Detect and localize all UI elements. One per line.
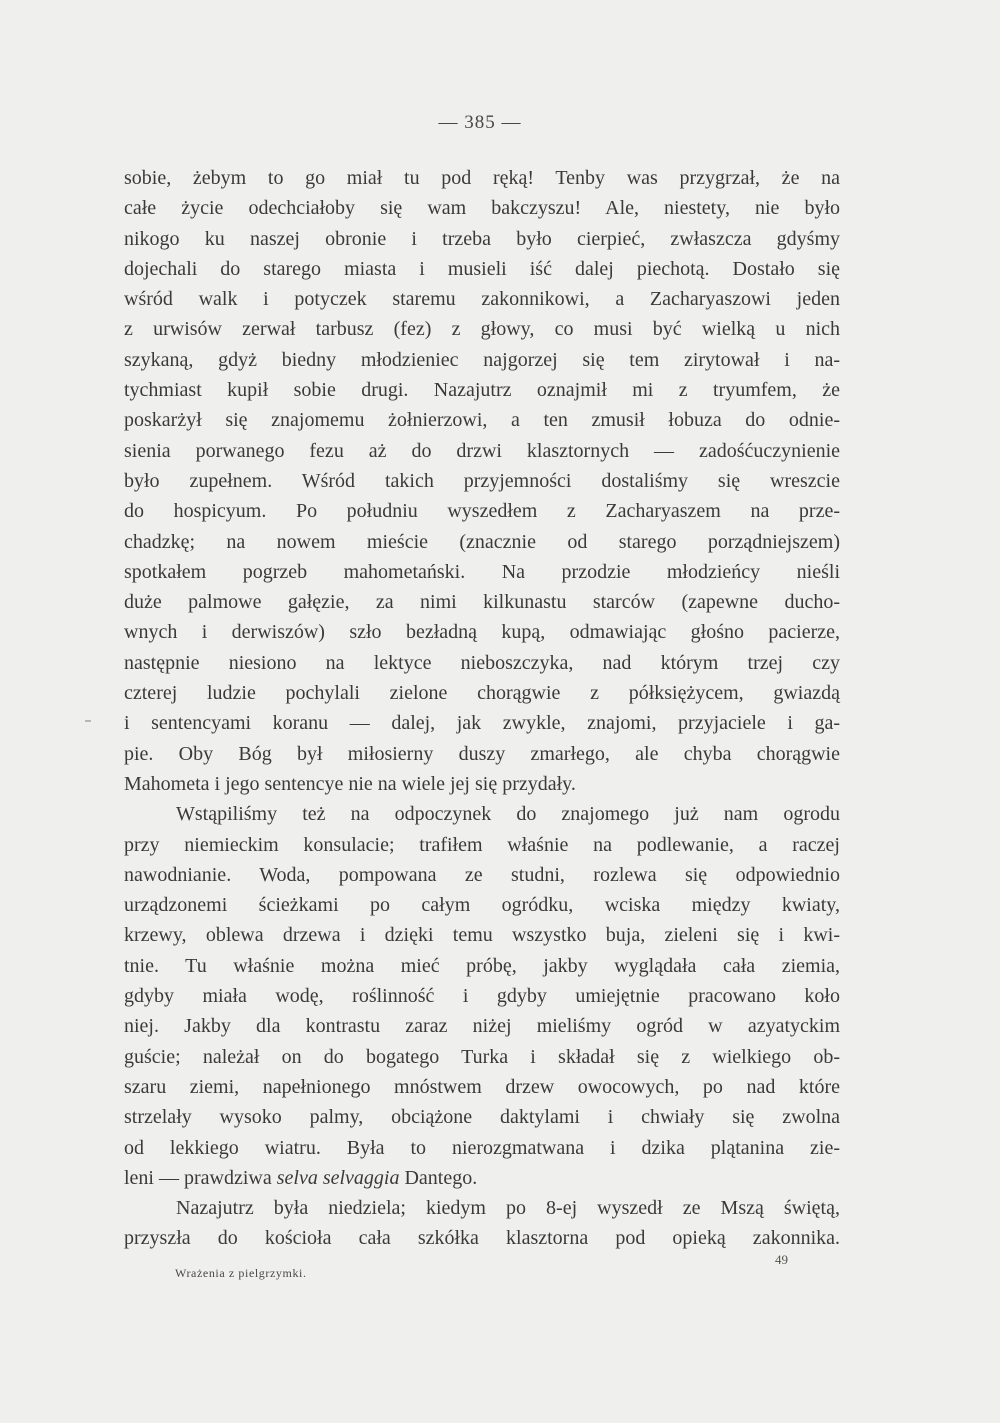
text-line: spotkałem pogrzeb mahometański. Na przodzie młodzieńcy nieśli — [124, 560, 840, 583]
signature-number: 49 — [775, 1252, 788, 1267]
text-line: gdyby miała wodę, roślinność i gdyby umiejętnie pracowano koło — [124, 985, 840, 1008]
text-fragment: Dantego. — [399, 1166, 478, 1189]
text-line: było zupełnem. Wśród takich przyjemności dostaliśmy się wreszcie — [124, 469, 840, 492]
text-line: nawodnianie. Woda, pompowana ze studni, rozlewa się odpowiednio — [124, 863, 840, 886]
text-line: duże palmowe gałęzie, za nimi kilkunastu starców (zapewne ducho- — [124, 591, 840, 614]
text-line: tnie. Tu właśnie można mieć próbę, jakby wyglądała cała ziemia, — [124, 954, 840, 977]
text-line: tychmiast kupił sobie drugi. Nazajutrz oznajmił mi z tryumfem, że — [124, 379, 840, 402]
text-fragment: leni — prawdziwa — [124, 1166, 277, 1189]
text-line: chadzkę; na nowem mieście (znacznie od starego porządniejszem) — [124, 530, 840, 553]
text-line: Nazajutrz była niedziela; kiedym po 8-ej wyszedł ze Mszą świętą, — [176, 1197, 840, 1220]
text-line: następnie niesiono na lektyce nieboszczyka, nad którym trzej czy — [124, 651, 840, 674]
text-line: sobie, żebym to go miał tu pod ręką! Tenby was przygrzał, że na — [124, 167, 840, 189]
body-text — [124, 163, 840, 1254]
text-line: do hospicyum. Po południu wyszedłem z Zacharyaszem na prze- — [124, 500, 840, 523]
text-line: sienia porwanego fezu aż do drzwi klasztornych — zadośćuczynienie — [124, 439, 840, 462]
text-line: dojechali do starego miasta i musieli iść dalej piechotą. Dostało się — [124, 257, 840, 280]
text-line: urządzonemi ścieżkami po całym ogródku, wciska między kwiaty, — [124, 894, 840, 917]
text-line: całe życie odechciałoby się wam bakczyszu! Ale, niestety, nie było — [124, 197, 840, 220]
page-number: — 385 — — [438, 112, 522, 133]
italic-phrase: selva selvaggia — [276, 1166, 400, 1189]
text-line: poskarżył się znajomemu żołnierzowi, a ten zmusił łobuza do odnie- — [124, 409, 840, 432]
text-line: niej. Jakby dla kontrastu zaraz niżej mieliśmy ogród w azyatyckim — [124, 1015, 840, 1038]
margin-mark — [85, 720, 91, 722]
text-line: strzelały wysoko palmy, obciążone daktylami i chwiały się zwolna — [124, 1106, 840, 1129]
text-line: czterej ludzie pochylali zielone chorągwie z półksiężycem, gwiazdą — [124, 682, 840, 705]
text-line: krzewy, oblewa drzewa i dzięki temu wszystko buja, zieleni się i kwi- — [124, 924, 840, 947]
text-line: nikogo ku naszej obronie i trzeba było cierpieć, zwłaszcza gdyśmy — [124, 227, 840, 250]
text-line: szykaną, gdyż biedny młodzieniec najgorzej się tem zirytował i na- — [124, 348, 840, 371]
text-line: Wstąpiliśmy też na odpoczynek do znajomego już nam ogrodu — [176, 803, 840, 826]
text-line: przyszła do kościoła cała szkółka klasztorna pod opieką zakonnika. — [124, 1227, 840, 1250]
text-line: szaru ziemi, napełnionego mnóstwem drzew owocowych, po nad które — [124, 1075, 840, 1098]
book-title-footer: Wrażenia z pielgrzymki. — [175, 1266, 307, 1280]
text-line: i sentencyami koranu — dalej, jak zwykle, znajomi, przyjaciele i ga- — [124, 712, 840, 735]
text-line — [124, 1163, 840, 1193]
text-line: pie. Oby Bóg był miłosierny duszy zmarłego, ale chyba chorągwie — [124, 742, 840, 765]
text-line: od lekkiego wiatru. Była to nierozgmatwana i dzika plątanina zie- — [124, 1136, 840, 1159]
text-line: guście; należał on do bogatego Turka i składał się z wielkiego ob- — [124, 1045, 840, 1068]
text-line: wnych i derwiszów) szło bezładną kupą, odmawiając głośno pacierze, — [124, 621, 840, 644]
text-line: przy niemieckim konsulacie; trafiłem właśnie na podlewanie, a raczej — [124, 833, 840, 856]
text-line: z urwisów zerwał tarbusz (fez) z głowy, co musi być wielką u nich — [124, 318, 840, 341]
text-line: Mahometa i jego sentencye nie na wiele jej się przydały. — [124, 772, 576, 795]
text-line: wśród walk i potyczek staremu zakonnikowi, a Zacharyaszowi jeden — [124, 288, 840, 311]
